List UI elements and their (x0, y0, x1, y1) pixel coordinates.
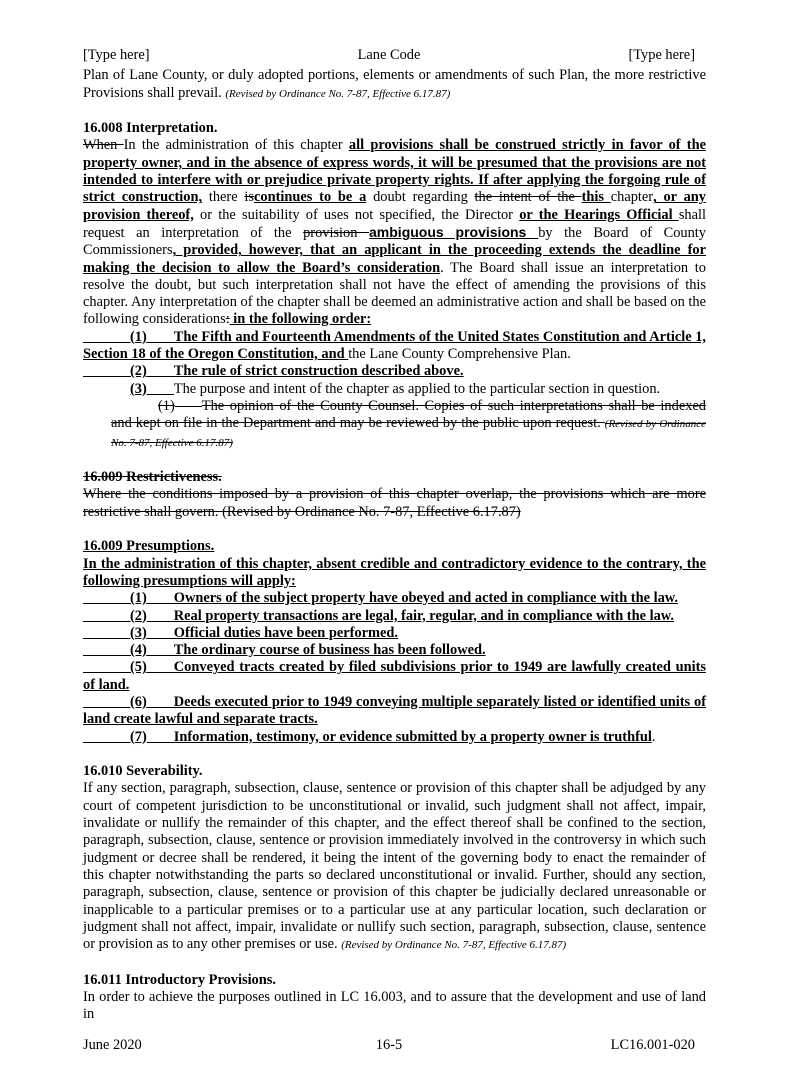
paragraph (83, 590, 706, 607)
text-run: (2) (130, 607, 147, 624)
tab-space (83, 626, 130, 639)
tab-space (83, 695, 130, 708)
text-run: there (202, 189, 245, 206)
text-run: (3) (130, 380, 147, 397)
paragraph (83, 694, 706, 729)
text-run: (4) (130, 642, 147, 659)
text-run: Conveyed tracts created by filed subdivisions prior to 1949 are lawfully created units of land. (83, 659, 706, 693)
text-run: Official duties have been performed. (173, 624, 399, 641)
text-run: Plan of Lane County, or duly adopted portions, elements or amendments of such Plan, the more restrictive Provisions shall prevail. (83, 67, 706, 101)
header-left: [Type here] (83, 47, 150, 63)
text-run: , provided, however, that an applicant in the proceeding extends the deadline for making the decision to allow the Board’s consideration (83, 242, 706, 276)
page-number: 16-5 (375, 1036, 403, 1053)
tab-space (83, 643, 130, 656)
paragraph (83, 538, 706, 555)
text-run: 16.008 Interpretation. (83, 120, 218, 137)
text-run: or the suitability of uses not specified, the Director (193, 206, 520, 223)
text-run: the Lane County Comprehensive Plan. (348, 346, 571, 363)
tab-space (147, 591, 174, 604)
text-run: In order to achieve the purposes outlined in LC 16.003, and to assure that the development and use of land in (83, 989, 706, 1023)
text-run: Where the conditions imposed by a provision of this chapter overlap, the provisions which are more restrictive shall govern. (Revised by Ordinance No. 7-87, Effective 6.17.87) (83, 486, 706, 520)
text-run: (Revised by Ordinance No. 7-87, Effective 6.17.87) (225, 87, 451, 100)
paragraph (83, 67, 706, 103)
text-run: chapter (610, 189, 654, 206)
paragraph (83, 556, 706, 591)
paragraph (83, 398, 706, 452)
text-run: 16.009 Presumptions. (83, 538, 215, 555)
text-run: doubt regarding (366, 189, 475, 206)
text-run: If any section, paragraph, subsection, clause, sentence or provision of this chapter shall be adjudged by any court of competent jurisdiction to be unconstitutional or invalid, such judgment shall not affect, impair, invalidate or nullify the remainder of this chapter, and the effect thereof shall be confined to the section, paragraph, subsection, clause, sentence or provision immediately involved in the controversy in which such judgment or decree shall be rendered, it being the intent of the governing body to enact the remainder of this chapter notwithstanding the parts so declared unconstitutional or invalid. Further, should any section, paragraph, subsection, clause, sentence or provision of this chapter be judicially declared unreasonable or inapplicable to a particular premises or to a particular use at any particular location, such declaration or judgment shall not affect, impair, invalidate or nullify such section, paragraph, subsection, clause, sentence or provision as to any other premises or use. (83, 780, 706, 953)
page-header (83, 47, 695, 64)
text-run: or the Hearings Official (519, 206, 679, 223)
text-run: Deeds executed prior to 1949 conveying multiple separately listed or identified units of land create lawful and separate tracts. (83, 693, 706, 728)
paragraph (83, 729, 706, 746)
paragraph (83, 989, 706, 1024)
text-run: is (244, 189, 255, 206)
text-run: all provisions shall be construed strictly in favor of the property owner, and in the absence of express words, it will be presumed that the provisions are not intended to interfere with or prejudice private property rights. If after applying the forgoing rule of strict construction, (83, 137, 706, 206)
text-run: 16.010 Severability. (83, 763, 203, 780)
tab-space (83, 330, 130, 343)
tab-space (83, 392, 130, 393)
tab-space (83, 364, 130, 377)
text-run: The opinion of the County Counsel. Copies of such interpretations shall be indexed and kept on file in the Department and may be reviewed by the public upon request. (111, 397, 706, 432)
text-run: 16.011 Introductory Provisions. (83, 971, 276, 988)
tab-space (175, 400, 202, 407)
text-run: continues to be a (254, 189, 367, 206)
text-run: (2) (130, 363, 147, 380)
header-right: [Type here] (628, 47, 695, 63)
text-run: (3) (130, 624, 147, 641)
text-run: (5) (130, 659, 147, 676)
paragraph (83, 780, 706, 954)
text-run: this (581, 189, 611, 206)
text-run: In the administration of this chapter, absent credible and contradictory evidence to the contrary, the following presumptions will apply: (83, 555, 706, 589)
page-footer (83, 1037, 695, 1054)
text-run: Information, testimony, or evidence submitted by a property owner is truthful (173, 728, 652, 745)
tab-space (147, 609, 174, 622)
paragraph (83, 120, 706, 137)
tab-space (83, 730, 130, 743)
tab-space (147, 626, 174, 639)
text-run: The ordinary course of business has been followed. (173, 642, 486, 659)
document-body (83, 67, 706, 1023)
text-run: The purpose and intent of the chapter as applied to the particular section in question. (173, 380, 661, 397)
tab-space (111, 409, 158, 410)
text-run: Real property transactions are legal, fair, regular, and in compliance with the law. (173, 607, 674, 624)
text-run: the intent of the (474, 189, 582, 206)
text-run: (7) (130, 728, 147, 745)
tab-space (83, 591, 130, 604)
paragraph (83, 329, 706, 364)
text-run: (1) (130, 328, 147, 345)
tab-space (147, 330, 174, 343)
text-run: Owners of the subject property have obeyed and acted in compliance with the law. (173, 590, 678, 607)
text-run: shall request an interpretation of the (83, 206, 706, 241)
text-run: The Fifth and Fourteenth Amendments of the United States Constitution and Article 1, Section 18 of the Oregon Constitution, and (83, 328, 706, 363)
tab-space (83, 609, 130, 622)
text-run: The rule of strict construction described above. (173, 363, 464, 380)
header-center: Lane Code (357, 47, 421, 63)
tab-space (147, 364, 174, 377)
text-run: , or any provision thereof, (83, 189, 706, 223)
tab-space (147, 730, 174, 743)
paragraph (83, 659, 706, 694)
paragraph (83, 469, 706, 486)
text-run: provision (303, 224, 370, 241)
tab-space (147, 643, 174, 656)
paragraph (83, 486, 706, 521)
tab-space (147, 382, 174, 395)
paragraph (83, 625, 706, 642)
text-run: 16.009 Restrictiveness. (83, 469, 222, 486)
paragraph (83, 763, 706, 780)
text-run: : (225, 311, 230, 328)
paragraph (83, 972, 706, 989)
tab-space (147, 695, 174, 708)
text-run: (Revised by Ordinance No. 7-87, Effective 6.17.87) (341, 939, 567, 952)
text-run: . (651, 728, 656, 745)
paragraph (83, 608, 706, 625)
paragraph (83, 137, 706, 328)
paragraph (83, 642, 706, 659)
text-run: by the Board of County Commissioners (83, 224, 706, 259)
paragraph (83, 363, 706, 380)
text-run: (6) (130, 693, 147, 710)
text-run: . The Board shall issue an interpretation to resolve the doubt, but such interpretation shall not have the effect of amending the provisions of this chapter. Any interpretation of the chapter shall be deemed an administrative action and shall be based on the following considerations (83, 259, 706, 328)
tab-space (147, 660, 174, 673)
text-run: When (83, 137, 124, 154)
chapter-range: LC16.001-020 (610, 1036, 695, 1053)
tab-space (83, 660, 130, 673)
text-run: ambiguous provisions (369, 223, 539, 240)
text-run: (1) (158, 397, 175, 414)
paragraph (83, 381, 706, 398)
text-run: (Revised by Ordinance No. 7-87, Effective 6.17.87) (111, 418, 706, 449)
text-run: In the administration of this chapter (123, 137, 349, 154)
footer-date: June 2020 (83, 1036, 142, 1053)
text-run: (1) (130, 590, 147, 607)
text-run: in the following order: (229, 311, 372, 328)
